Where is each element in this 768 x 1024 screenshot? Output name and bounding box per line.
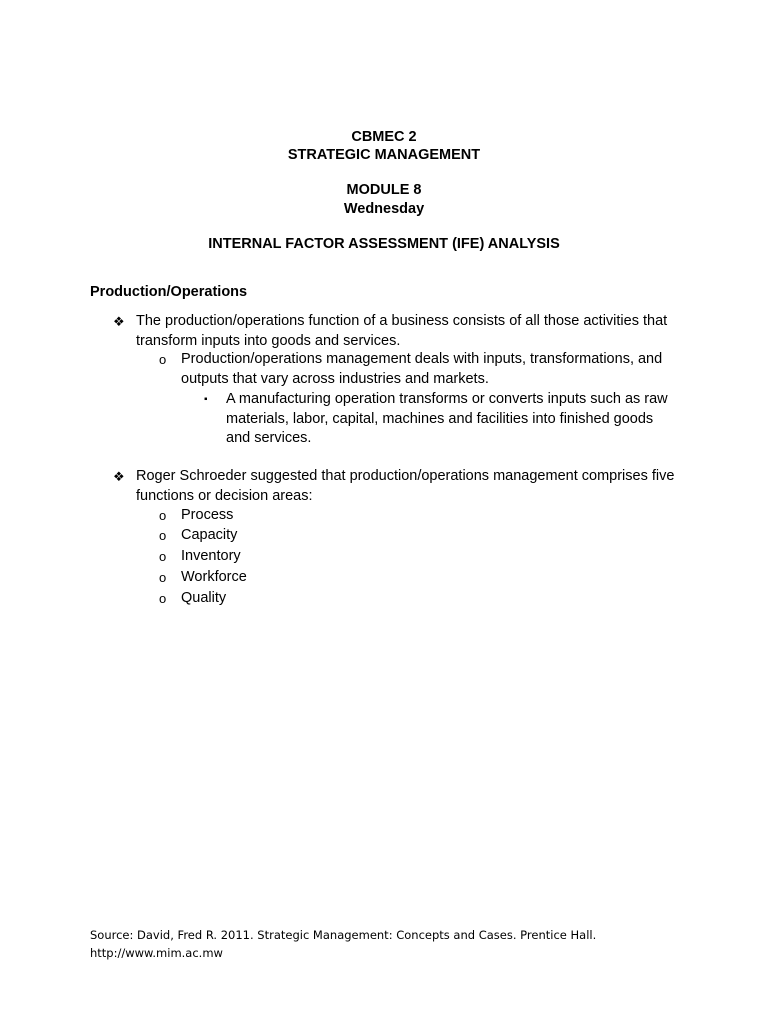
sub-bullet-text: Production/operations management deals with inputs, transformations, and outputs that vary across industries and markets.	[181, 351, 663, 387]
list-item: Process	[181, 507, 234, 523]
topic-title: INTERNAL FACTOR ASSESSMENT (IFE) ANALYSIS	[208, 236, 560, 252]
diamond-bullet-icon: ❖	[113, 314, 125, 329]
section-heading: Production/Operations	[90, 284, 248, 300]
diamond-bullet-icon: ❖	[113, 469, 125, 484]
course-title: STRATEGIC MANAGEMENT	[287, 147, 481, 163]
bullet-text: Roger Schroeder suggested that production/operations management comprises five functions or decision areas:	[136, 468, 675, 504]
square-bullet-icon: ▪	[204, 394, 208, 405]
bullet-text: The production/operations function of a business consists of all those activities that transform inputs into goods and services.	[136, 313, 668, 349]
module-number: MODULE 8	[346, 182, 422, 198]
circle-bullet-icon: o	[159, 570, 167, 585]
source-url: http://www.mim.ac.mw	[90, 946, 223, 960]
source-citation: Source: David, Fred R. 2011. Strategic Management: Concepts and Cases. Prentice Hall.	[90, 928, 597, 942]
circle-bullet-icon: o	[159, 352, 167, 367]
course-code: CBMEC 2	[351, 129, 417, 145]
circle-bullet-icon: o	[159, 528, 167, 543]
circle-bullet-icon: o	[159, 508, 167, 523]
list-item: Quality	[181, 590, 227, 606]
list-item: Workforce	[181, 569, 247, 585]
circle-bullet-icon: o	[159, 591, 167, 606]
module-day: Wednesday	[343, 201, 425, 217]
list-item: Inventory	[181, 548, 241, 564]
sub-sub-bullet-text: A manufacturing operation transforms or converts inputs such as raw materials, labor, capital, machines and facilities into finished goods and services.	[226, 391, 668, 446]
list-item: Capacity	[181, 527, 238, 543]
circle-bullet-icon: o	[159, 549, 167, 564]
